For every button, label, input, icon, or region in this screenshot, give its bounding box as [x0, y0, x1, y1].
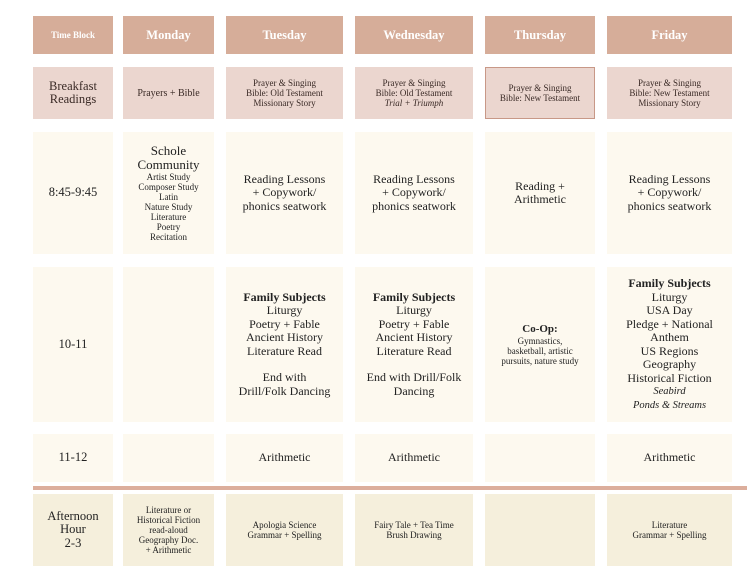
cell-morning-tuesday	[226, 132, 343, 254]
cell-line: Grammar + Spelling	[632, 530, 707, 540]
cell-line: Geography	[642, 357, 697, 371]
row-label-ten	[33, 267, 113, 422]
label-line: Readings	[49, 92, 97, 106]
cell-line: Missionary Story	[253, 98, 316, 108]
cell-eleven-tuesday	[226, 434, 343, 482]
cell-title: Family Subjects	[243, 289, 326, 304]
cell-line: phonics seatwork	[242, 198, 327, 213]
label-line: 11-12	[58, 450, 88, 465]
cell-line: basketball, artistic	[507, 346, 573, 356]
cell-line: Historical Fiction	[136, 515, 201, 525]
cell-title: Family Subjects	[372, 289, 456, 304]
cell-line: Fairy Tale + Tea Time	[374, 520, 454, 530]
cell-line: Dancing	[393, 383, 435, 398]
cell-line: Prayer & Singing	[382, 78, 446, 88]
cell-morning-monday	[123, 132, 214, 254]
cell-title: Family Subjects	[628, 276, 711, 290]
cell-line: Literature or	[145, 505, 192, 515]
cell-afternoon-tuesday	[226, 494, 343, 566]
cell-line: USA Day	[646, 303, 693, 317]
label-line: 10-11	[58, 336, 88, 351]
section-divider	[33, 486, 747, 490]
cell-breakfast-tuesday	[226, 67, 343, 119]
header-friday	[607, 16, 732, 54]
cell-line: pursuits, nature study	[501, 356, 579, 366]
cell-line: US Regions	[640, 343, 699, 358]
cell-line: Prayer & Singing	[508, 83, 572, 93]
cell-afternoon-friday	[607, 494, 732, 566]
cell-line: Latin	[159, 192, 178, 202]
cell-line: End with Drill/Folk	[366, 370, 462, 385]
cell-text: Arithmetic	[258, 450, 311, 465]
cell-line: Liturgy	[396, 303, 432, 318]
row-label-eleven	[33, 434, 113, 482]
cell-eleven-wednesday	[355, 434, 473, 482]
cell-line: Ancient History	[375, 330, 453, 345]
cell-line: Literature	[651, 520, 688, 530]
cell-line: Bible: Old Testament	[246, 88, 323, 98]
row-label-breakfast	[33, 67, 113, 119]
cell-line: Brush Drawing	[386, 530, 442, 540]
cell-afternoon-wednesday	[355, 494, 473, 566]
cell-title-line: Schole	[150, 143, 187, 158]
cell-line: Reading +	[515, 178, 565, 193]
cell-line: Prayer & Singing	[253, 78, 316, 88]
cell-morning-wednesday	[355, 132, 473, 254]
cell-line: + Copywork/	[252, 185, 317, 200]
cell-line: + Copywork/	[637, 185, 702, 200]
header-thursday	[485, 16, 595, 54]
cell-breakfast-wednesday	[355, 67, 473, 119]
cell-morning-thursday	[485, 132, 595, 254]
cell-ten-monday	[123, 267, 214, 422]
cell-ten-tuesday	[226, 267, 343, 422]
header-label: Tuesday	[262, 27, 307, 42]
cell-line: Bible: New Testament	[629, 88, 710, 98]
cell-line: Bible: New Testament	[499, 93, 581, 103]
header-tuesday	[226, 16, 343, 54]
cell-line: Seabird	[653, 386, 686, 397]
cell-eleven-thursday	[485, 434, 595, 482]
header-label: Wednesday	[383, 27, 445, 42]
cell-line: Trial + Triumph	[384, 98, 444, 108]
cell-text: Prayers + Bible	[137, 87, 200, 99]
cell-afternoon-thursday	[485, 494, 595, 566]
cell-line: Gymnastics,	[517, 336, 563, 346]
cell-eleven-monday	[123, 434, 214, 482]
cell-line: Liturgy	[266, 303, 303, 318]
cell-breakfast-monday	[123, 67, 214, 119]
cell-line: Anthem	[650, 330, 689, 344]
cell-line: Arithmetic	[514, 192, 566, 206]
header-wednesday	[355, 16, 473, 54]
cell-title: Co-Op:	[522, 323, 558, 335]
label-line: 8:45-9:45	[48, 185, 98, 200]
cell-text: Arithmetic	[388, 450, 440, 465]
cell-line: End with	[262, 370, 307, 385]
cell-line: Drill/Folk Dancing	[238, 383, 331, 398]
label-line: 2-3	[64, 535, 82, 550]
cell-line: Missionary Story	[638, 98, 701, 108]
cell-line: Composer Study	[138, 182, 199, 192]
cell-breakfast-thursday	[485, 67, 595, 119]
header-time-block	[33, 16, 113, 54]
cell-line: Reading Lessons	[243, 171, 326, 186]
cell-line: Pledge + National	[626, 316, 713, 331]
cell-line: Prayer & Singing	[638, 78, 701, 88]
cell-breakfast-friday	[607, 67, 732, 119]
label-line: Breakfast	[49, 78, 97, 93]
cell-line: Reading Lessons	[628, 171, 711, 186]
header-label: Friday	[651, 27, 688, 42]
cell-line: phonics seatwork	[372, 198, 456, 213]
cell-line: Poetry	[156, 222, 181, 232]
cell-line: Apologia Science	[252, 520, 317, 530]
header-label: Time Block	[50, 30, 96, 40]
cell-line: Bible: Old Testament	[375, 88, 453, 98]
cell-line: phonics seatwork	[627, 198, 712, 213]
cell-eleven-friday	[607, 434, 732, 482]
cell-line: Nature Study	[144, 202, 193, 212]
label-line: Afternoon	[47, 508, 99, 523]
cell-line: Recitation	[150, 232, 187, 242]
cell-morning-friday	[607, 132, 732, 254]
header-monday	[123, 16, 214, 54]
cell-line: Grammar + Spelling	[247, 530, 322, 540]
cell-line: read-aloud	[149, 525, 188, 535]
cell-line: Reading Lessons	[373, 171, 455, 186]
cell-text: Arithmetic	[643, 450, 696, 465]
row-label-afternoon	[33, 494, 113, 566]
cell-line: Literature Read	[376, 343, 452, 358]
cell-line: Artist Study	[146, 172, 191, 182]
cell-line: + Copywork/	[382, 185, 446, 200]
cell-ten-friday	[607, 267, 732, 422]
header-label: Monday	[146, 27, 191, 42]
cell-line: + Arithmetic	[145, 545, 192, 555]
row-label-morning	[33, 132, 113, 254]
cell-line: Ponds & Streams	[632, 399, 707, 411]
cell-line: Literature	[150, 212, 187, 222]
cell-line: Poetry + Fable	[249, 316, 320, 331]
cell-line: Historical Fiction	[627, 370, 712, 385]
cell-line: Geography Doc.	[138, 535, 199, 545]
header-label: Thursday	[513, 27, 567, 42]
cell-line: Ancient History	[246, 330, 323, 345]
cell-line: Liturgy	[651, 289, 688, 304]
label-line: Hour	[60, 522, 86, 537]
cell-afternoon-monday	[123, 494, 214, 566]
cell-title-line: Community	[137, 157, 200, 172]
cell-ten-wednesday	[355, 267, 473, 422]
cell-ten-thursday	[485, 267, 595, 422]
cell-line: Poetry + Fable	[378, 316, 450, 331]
cell-line: Literature Read	[247, 343, 322, 358]
